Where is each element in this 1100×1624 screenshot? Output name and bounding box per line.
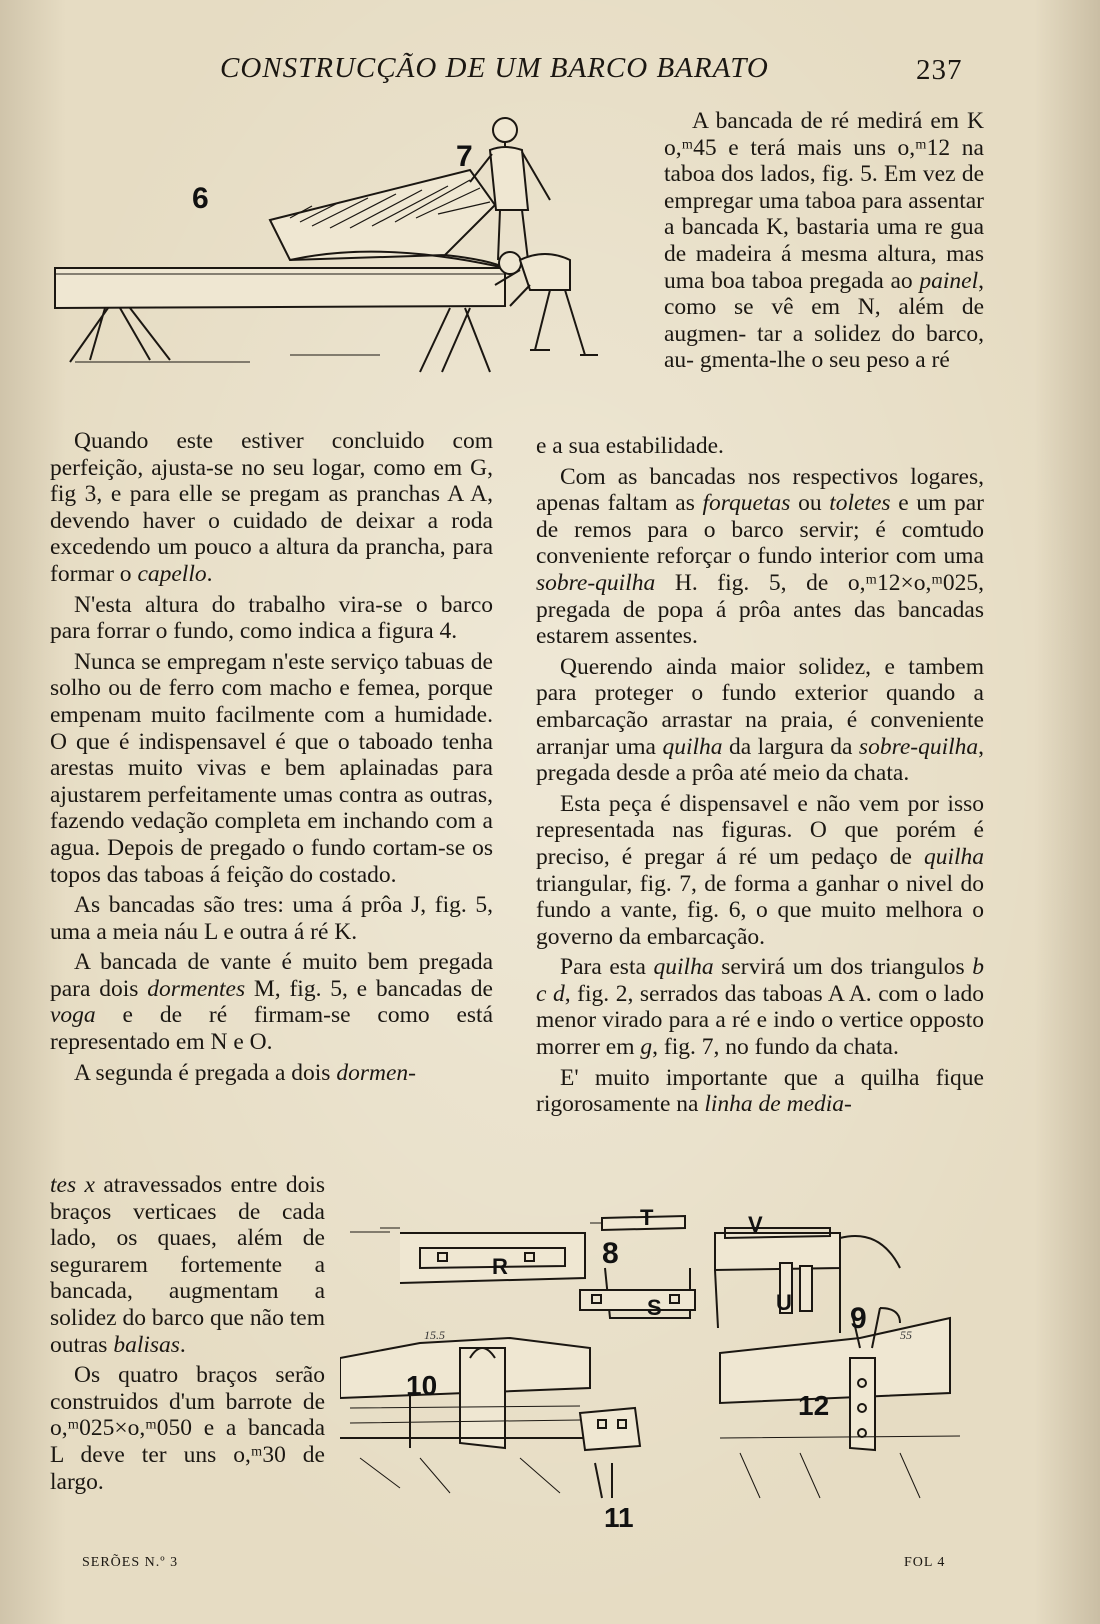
paragraph: Nunca se empregam n'este serviço tabuas de solho ou de ferro com macho e femea, porque empenam muito facilmente com a humidade. O que é indispensavel é que o taboado tenha arestas muito vivas e bem aplainadas para ajustarem perfeitamente umas contra as outras, fazendo vedação completa em inchando com a agua. Depois de pregado o fundo cortam-se os topos das taboas á feição do costado. <box>50 648 493 888</box>
figure-12-number: 12 <box>798 1390 830 1421</box>
text-line: gmenta-lhe o seu peso a ré <box>699 347 950 374</box>
paragraph: Com as bancadas nos respectivos logares, apenas faltam as forquetas ou toletes e um par de remos para o barco servir; é comtudo conveniente reforçar o fundo interior com uma sobre-quilha H. fig. 5, de o,ᵐ12×o,ᵐ025, pregada de popa á prôa antes das bancadas estarem assentes. <box>536 463 985 650</box>
text-line: vê em N, além de augmen- <box>664 294 985 347</box>
text-line: o,ᵐ12 na taboa dos lados, <box>664 134 984 188</box>
figure-11-number: 11 <box>604 1502 634 1533</box>
right-top-column <box>664 108 984 374</box>
paragraph: A bancada de vante é muito bem pregada para dois dormentes M, fig. 5, e bancadas de voga e de ré firmam-se como está representado em N e O. <box>50 949 493 1056</box>
engraver-signature: 55 <box>900 1328 912 1342</box>
text-line: altura, mas uma boa taboa <box>664 240 985 294</box>
paragraph: N'esta altura do trabalho vira-se o barco para forrar o fundo, como indica a figura 4. <box>50 591 493 645</box>
paragraph: Quando este estiver concluido com perfeição, ajusta-se no seu logar, como em G, fig 3, e para elle se pregam as pranchas A A, devendo haver o cuidado de deixar a roda excedendo um pouco a altura da prancha, para formar o capello. <box>50 428 493 587</box>
footer-folio: FOL 4 <box>904 1555 946 1570</box>
paragraph: Os quatro braços serão construidos d'um barrote de o,ᵐ025×o,ᵐ050 e a bancada L deve ter uns o,ᵐ30 de largo. <box>50 1362 325 1495</box>
figure-9-number: 9 <box>850 1302 867 1335</box>
paragraph: As bancadas são tres: uma á prôa J, fig. 5, uma a meia náu L e outra á ré K. <box>50 892 493 945</box>
figure-8-letter-r: R <box>492 1254 508 1279</box>
text-line: fig. 5. Em vez de empregar <box>664 161 985 214</box>
figure-6-number: 6 <box>192 182 209 215</box>
paragraph: Querendo ainda maior solidez, e tambem para proteger o fundo exterior quando a embarcação arrastar na praia, é conveniente arranjar uma quilha da largura da sobre-quilha, pregada desde a prôa até meio da chata. <box>536 653 985 787</box>
figure-7-mark: 7 <box>456 140 473 173</box>
left-column <box>50 428 493 1086</box>
paragraph: A segunda é pregada a dois dormen- <box>74 1059 416 1086</box>
text-line: gua de madeira á mesma <box>664 214 985 267</box>
right-column <box>536 433 984 1118</box>
paragraph: tes x atravessados entre dois braços verticaes de cada lado, os quaes, além de segurarem fortemente a bancada, augmentam a solidez do barco que não tem outras balisas. <box>50 1172 325 1358</box>
text-line: bancada K, bastaria uma re <box>681 214 943 241</box>
engraver-signature: 15.5 <box>424 1328 445 1342</box>
paragraph: Para esta quilha servirá um dos triangulos b c d, fig. 2, serrados das taboas A A. com o lado menor virado para a ré e indo o vertice opposto morrer em g, fig. 7, no fundo da chata. <box>536 954 985 1061</box>
text-line: pregada ao <box>809 267 913 294</box>
figure-6-illustration <box>50 110 640 395</box>
paragraph: Esta peça é dispensavel e não vem por isso representada nas figuras. O que porém é preciso, é pregar á ré um pedaço de quilha triangular, fig. 7, de forma a ganhar o nivel do fundo a vante, fig. 6, o que muito melhora o governo da embarcação. <box>536 790 984 950</box>
page-number: 237 <box>916 54 963 86</box>
paragraph: E' muito importante que a quilha fique rigorosamente na linha de media- <box>536 1064 984 1118</box>
figure-9-letter-u: U <box>776 1290 792 1315</box>
text-line: tar a solidez do barco, au- <box>664 320 985 374</box>
figure-8-number: 8 <box>602 1237 619 1270</box>
running-title: CONSTRUCÇÃO DE UM BARCO BARATO <box>220 52 769 84</box>
left-bottom-column <box>50 1172 325 1495</box>
text-line: A bancada de ré medirá <box>692 108 923 134</box>
text-line: , como se <box>664 267 985 321</box>
figure-8-letter-s: S <box>647 1295 662 1320</box>
figure-10-number: 10 <box>406 1370 438 1401</box>
paragraph: e a sua estabilidade. <box>536 433 724 459</box>
figure-8-letter-t: T <box>640 1205 654 1230</box>
footer-issue: SERÕES N.º 3 <box>82 1555 179 1570</box>
figure-9-letter-v: V <box>748 1212 763 1237</box>
text-line: uma taboa para assentar a <box>664 187 984 241</box>
figures-8-12-illustration <box>340 1208 980 1530</box>
italic-term: painel <box>919 267 979 294</box>
text-line: em K o,ᵐ45 e terá mais uns <box>664 108 985 161</box>
